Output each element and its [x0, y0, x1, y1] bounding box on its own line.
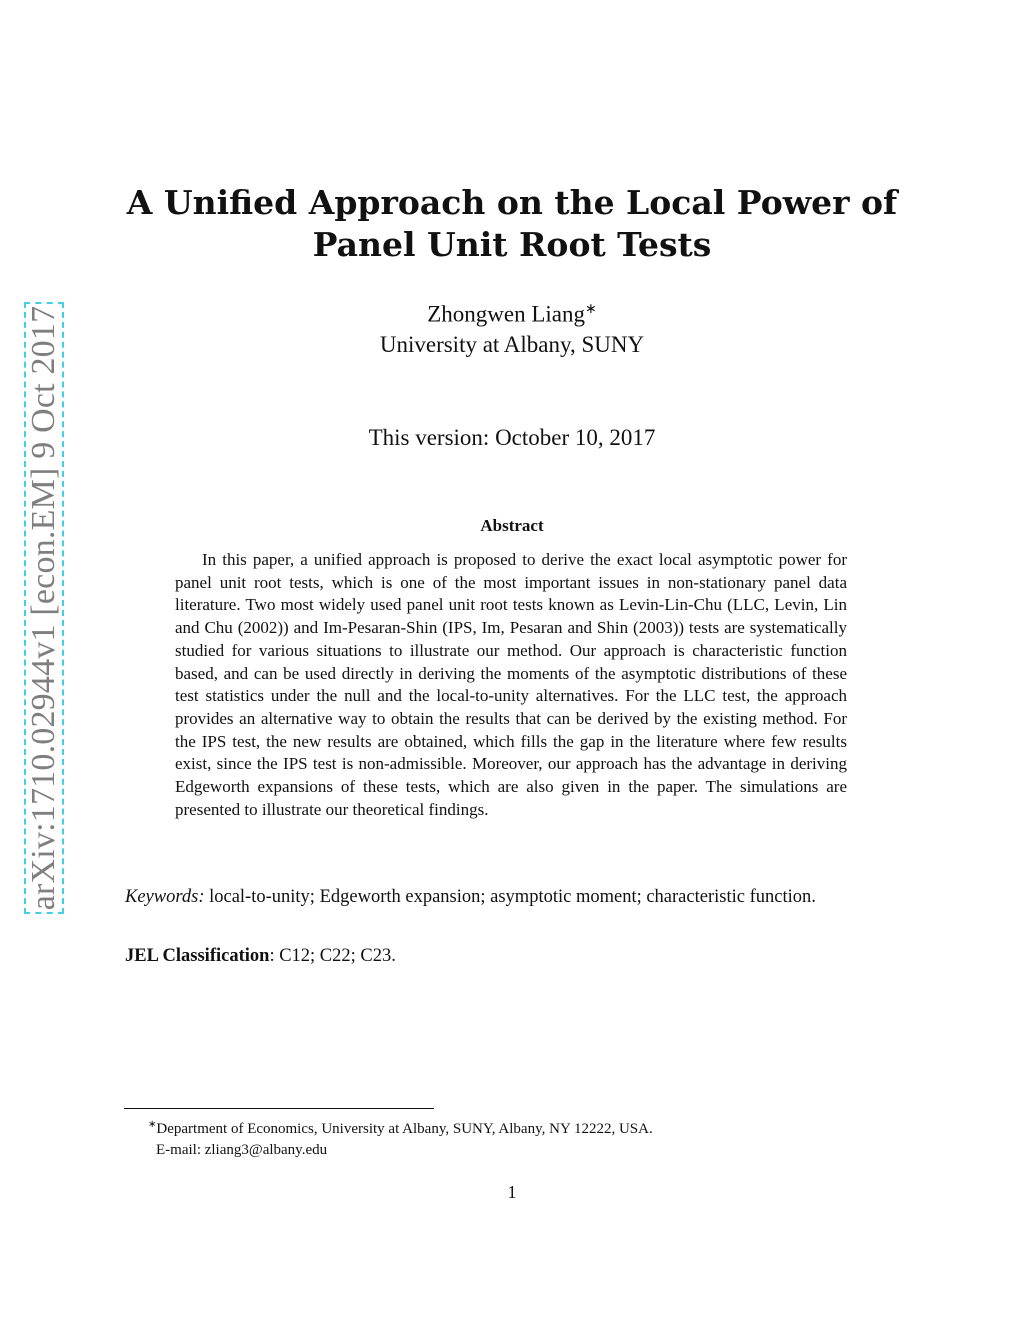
arxiv-id: arXiv:1710.02944v1 [econ.EM] 9 Oct 2017 — [25, 305, 62, 911]
footnote — [148, 1114, 908, 1161]
keywords-label: Keywords: — [125, 887, 205, 907]
jel-label: JEL Classification — [125, 946, 270, 966]
footnote-mark: ∗ — [148, 1119, 157, 1130]
page-number: 1 — [507, 1182, 517, 1202]
author-name: Zhongwen Liang — [427, 301, 586, 327]
author-footnote-mark: ∗ — [585, 302, 597, 317]
title-line-2: Panel Unit Root Tests — [312, 225, 712, 264]
jel-classification — [125, 944, 897, 968]
abstract-text: In this paper, a unified approach is proposed to derive the exact local asymptotic power for panel unit root tests, which is one of the most important issues in non-stationary panel data literature. Two most widely used panel unit root tests known as Levin-Lin-Chu (LLC, Levin, Lin and Chu (2002)) and Im-Pesaran-Shin (IPS, Im, Pesaran and Shin (2003)) tests are systematically studied for various situations to illustrate our method. Our approach is characteristic function based, and can be used directly in deriving the moments of the asymptotic distributions of these test statistics under the null and the local-to-unity alternatives. For the LLC test, the approach provides an alternative way to obtain the results that can be derived by the existing method. For the IPS test, the new results are obtained, which fills the gap in the literature where few results exist, since the IPS test is non-admissible. Moreover, our approach has the advantage in deriving Edgeworth expansions of these tests, which are also given in the paper. The simulations are presented to illustrate our theoretical findings. — [175, 550, 847, 819]
keywords-text: local-to-unity; Edgeworth expansion; asymptotic moment; characteristic function. — [209, 887, 816, 907]
footnote-email: E-mail: zliang3@albany.edu — [156, 1142, 328, 1158]
jel-text: : C12; C22; C23. — [269, 946, 396, 966]
paper-title — [120, 182, 904, 266]
arxiv-stamp — [24, 302, 64, 914]
author-block — [200, 295, 824, 360]
footnote-affiliation: Department of Economics, University at Albany, SUNY, Albany, NY 12222, USA. — [156, 1121, 653, 1137]
footnote-divider — [124, 1108, 434, 1109]
title-line-1: A Unified Approach on the Local Power of — [126, 183, 898, 222]
abstract-heading: Abstract — [480, 516, 544, 535]
keywords — [125, 885, 897, 909]
version-date: This version: October 10, 2017 — [368, 425, 656, 450]
author-affiliation: University at Albany, SUNY — [379, 331, 645, 357]
